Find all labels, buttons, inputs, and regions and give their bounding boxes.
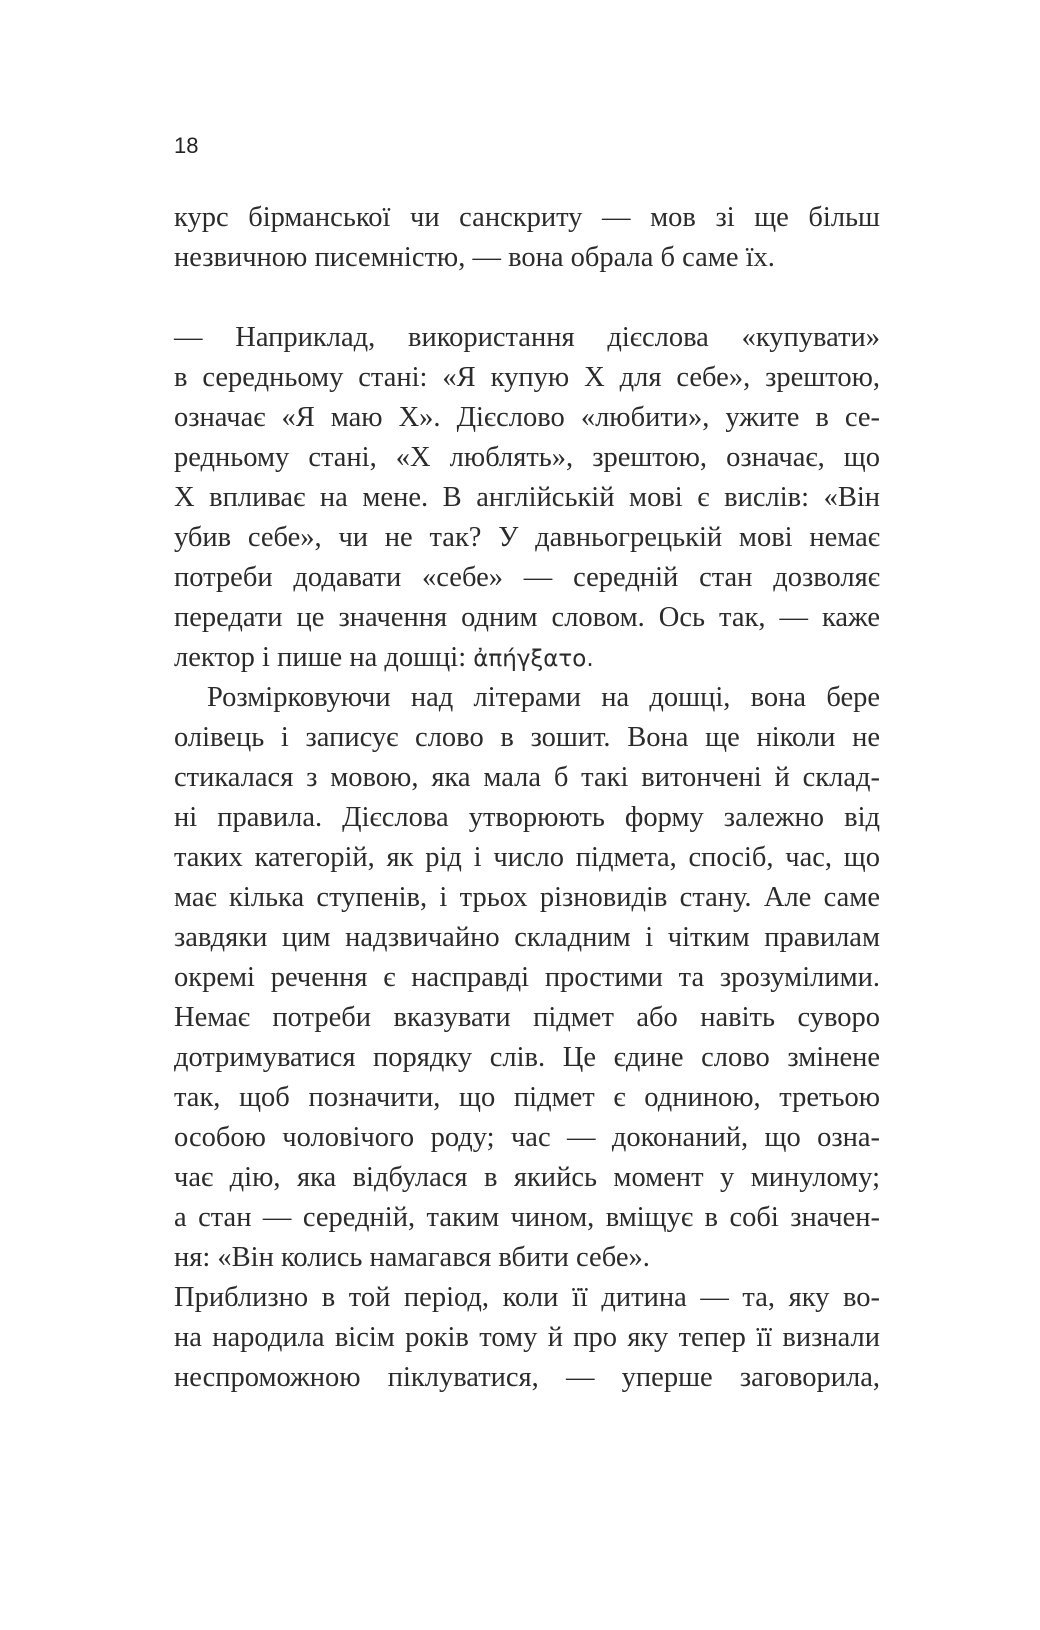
text-line: незвичною писемністю, — вона обрала б саме їх. [174,242,775,273]
text-line: чає дію, яка відбулася в якийсь момент у минулому; [174,1162,880,1193]
text-line: передати це значення одним словом. Ось так, — каже [174,602,880,633]
text-line: неспроможною піклуватися, — уперше заговорила, [174,1362,880,1393]
text-line: особою чоловічого роду; час — доконаний, що озна- [174,1122,880,1153]
text-line: ня: «Він колись намагався вбити себе». [174,1242,650,1273]
text-line: убив себе», чи не так? У давньогрецькій мові немає [174,522,880,553]
text-line: редньому стані, «Х люблять», зрештою, означає, що [174,442,880,473]
paragraph-4 [174,1278,880,1398]
text-line: означає «Я маю Х». Дієслово «любити», ужите в се- [174,402,880,433]
text-line: — Наприклад, використання дієслова «купувати» [174,322,880,353]
text-line: Розмірковуючи над літерами на дошці, вона бере [207,682,880,713]
text-line: Немає потреби вказувати підмет або навіть суворо [174,1002,880,1033]
text-line: таких категорій, як рід і число підмета, спосіб, час, що [174,842,880,873]
greek-word: ἀπήγξατο. [473,646,594,672]
paragraph-2 [174,318,880,678]
text-line: потреби додавати «себе» — середній стан дозволяє [174,562,880,593]
page-number: 18 [174,133,199,158]
text-line: Х впливає на мене. В англійській мові є вислів: «Він [174,482,880,513]
text-line: в середньому стані: «Я купую Х для себе», зрештою, [174,362,880,393]
text-line: ні правила. Дієслова утворюють форму залежно від [174,802,880,833]
text-line: лектор і пише на дошці: [174,642,474,673]
text-line: дотримуватися порядку слів. Це єдине слово змінене [174,1042,880,1073]
text-line: а стан — середній, таким чином, вміщує в собі значен- [174,1202,880,1233]
text-line: так, щоб позначити, що підмет є одниною, третьою [174,1082,880,1113]
text-line: завдяки цим надзвичайно складним і чітким правилам [174,922,880,953]
paragraph-1 [174,198,880,278]
text-line: курс бірманської чи санскриту — мов зі ще більш [174,202,880,233]
text-line: стикалася з мовою, яка мала б такі витончені й склад- [174,762,880,793]
text-line: на народила вісім років тому й про яку тепер її визнали [174,1322,880,1353]
text-line-with-greek [174,638,880,678]
text-line: Приблизно в той період, коли її дитина — та, яку во- [174,1282,880,1313]
paragraph-3 [174,678,880,1278]
text-line: олівець і записує слово в зошит. Вона ще ніколи не [174,722,880,753]
text-line: має кілька ступенів, і трьох різновидів стану. Але саме [174,882,880,913]
text-line: окремі речення є насправді простими та зрозумілими. [174,962,880,993]
